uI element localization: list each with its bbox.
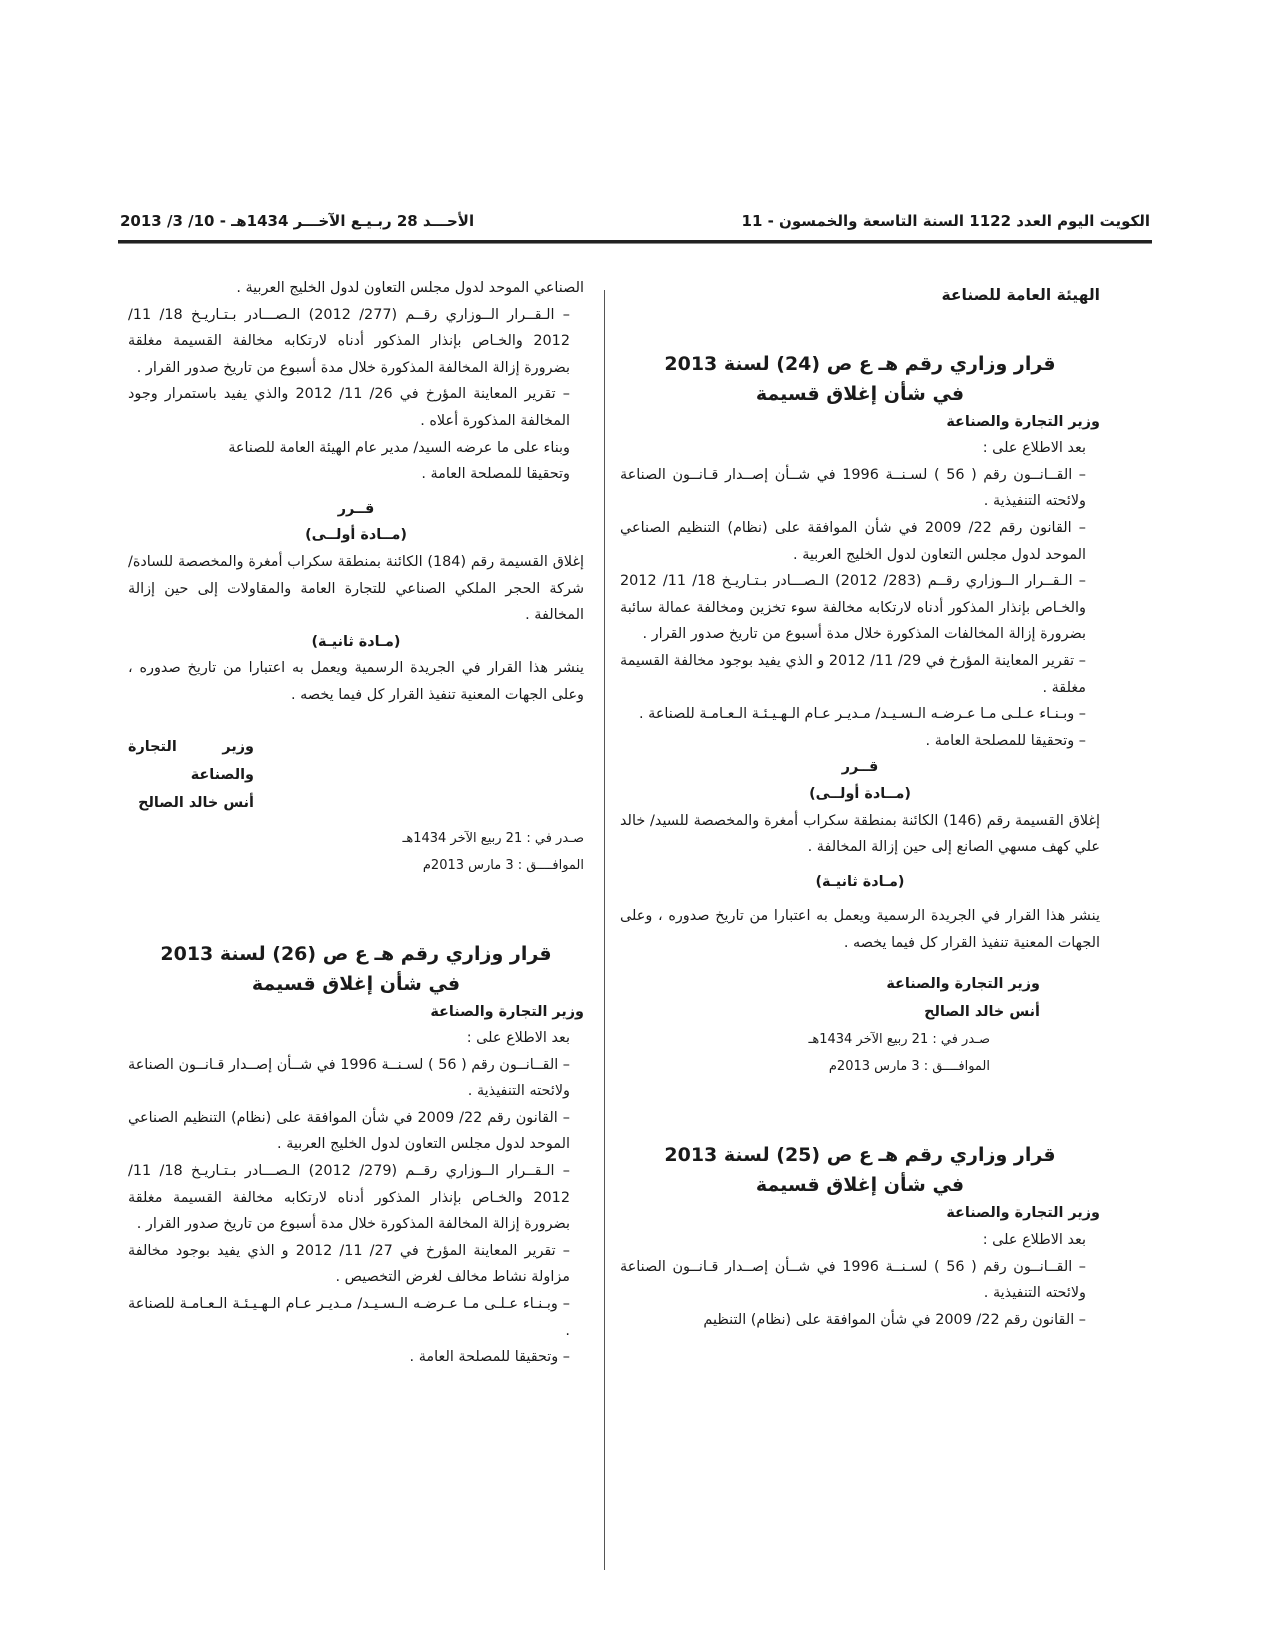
decree-24-issued-date: صـدر في : 21 ربيع الآخر 1434هـ (808, 1032, 990, 1048)
decree-25-continued-line: الصناعي الموحد لدول مجلس التعاون لدول الخليج العربية . (236, 280, 584, 296)
decree-26-item-4: – تقرير المعاينة المؤرخ في 27/ 11/ 2012 و الذي يفيد بوجود مخالفة مزاولة نشاط مخالف لغرض التخصيص . (128, 1242, 570, 1286)
header-date: الأحـــد 28 ربـيـع الآخـــر 1434هـ - 10/ 3/ 2013 (120, 212, 475, 230)
column-divider (604, 290, 605, 1570)
decree-25-subtitle: في شأن إغلاق قسيمة (755, 1174, 965, 1197)
decree-24-item-6: – وتحقيقا للمصلحة العامة . (925, 732, 1086, 749)
decree-26-item-3: – الـقــرار الــوزاري رقــم (279/ 2012) الـصـــادر بـتـاريـخ 18/ 11/ 2012 والخـاص بإنذار المذكور أدناه لارتكابه مخالفة القسيمة مغلقة بضرورة إزالة المخالفة المذكورة خلال مدة أسبوع من تاريخ صدور القرار . (128, 1163, 570, 1233)
decree-26-after-review: بعد الاطلاع على : (466, 1030, 570, 1047)
decree-25-item-5: وبناء على ما عرضه السيد/ مدير عام الهيئة العامة للصناعة (228, 439, 570, 456)
decree-26-title: قرار وزاري رقم هـ ع ص (26) لسنة 2013 (160, 942, 552, 965)
decree-26-item-6: – وتحقيقا للمصلحة العامة . (409, 1349, 570, 1366)
decree-26-subtitle: في شأن إغلاق قسيمة (251, 972, 461, 995)
decree-25-article-2-heading: (مـادة ثانيـة) (311, 633, 401, 650)
decree-24-article-1-heading: (مــادة أولــى) (809, 785, 911, 802)
decree-24-minister: وزير التجارة والصناعة (946, 413, 1100, 430)
decree-25-minister: وزير التجارة والصناعة (946, 1205, 1100, 1222)
decree-24-article-2-text: ينشر هذا القرار في الجريدة الرسمية ويعمل به اعتبارا من تاريخ صدوره ، وعلى الجهات المعنية تنفيذ القرار كل فيما يخصه . (620, 908, 1100, 951)
decree-24-item-4: – تقرير المعاينة المؤرخ في 29/ 11/ 2012 و الذي يفيد بوجود مخالفة القسيمة مغلقة . (620, 652, 1086, 696)
decree-25-item-6: وتحقيقا للمصلحة العامة . (421, 466, 570, 483)
decree-24-after-review: بعد الاطلاع على : (982, 440, 1086, 457)
decree-25-item-1: – القــانــون رقم ( 56 ) لسـنــة 1996 في شــأن إصــدار قـانــون الصناعة ولائحته التنفيذية . (620, 1258, 1086, 1302)
decree-25-title: قرار وزاري رقم هـ ع ص (25) لسنة 2013 (664, 1144, 1056, 1167)
decree-25-article-1-heading: (مــادة أولــى) (305, 527, 407, 544)
decree-24-item-5: – وبـنـاء عـلـى مـا عـرضـه الـسـيـد/ مـديـر عـام الـهـيـئـة الـعـامـة للصناعة . (638, 706, 1086, 723)
decree-24-article-1-text: إغلاق القسيمة رقم (146) الكائنة بمنطقة سكراب أمغرة والمخصصة للسيد/ خالد علي كهف مسهي الصانع إلى حين إزالة المخالفة . (620, 812, 1100, 856)
decree-26-minister: وزير التجارة والصناعة (430, 1003, 584, 1020)
decree-24-title: قرار وزاري رقم هـ ع ص (24) لسنة 2013 (664, 352, 1056, 375)
decree-25-corresponding-date: الموافــــق : 3 مارس 2013م (422, 857, 584, 873)
decree-24-item-3: – الـقــرار الــوزاري رقــم (283/ 2012) الـصـــادر بـتـاريـخ 18/ 11/ 2012 والخـاص بإنذار المذكور أدناه لارتكابه مخالفة سوء تخزين ومخالفة عمالة سائبة بضرورة إزالة المخالفات المذكورة خلال مدة أسبوع من تاريخ صدور القرار . (620, 573, 1086, 643)
decree-24-decides: قــرر (841, 759, 879, 776)
header-issue-info: الكويت اليوم العدد 1122 السنة التاسعة والخمسون - 11 (741, 212, 1150, 230)
decree-25-issued-date: صـدر في : 21 ربيع الآخر 1434هـ (402, 830, 584, 846)
authority-heading: الهيئة العامة للصناعة (941, 286, 1100, 304)
decree-24-item-1: – القــانــون رقم ( 56 ) لسـنــة 1996 في شــأن إصــدار قـانــون الصناعة ولائحته التنفيذية . (620, 466, 1086, 510)
decree-24-article-2-heading: (مـادة ثانيـة) (815, 873, 905, 890)
page-header (120, 208, 1150, 238)
decree-24-item-2: – القانون رقم 22/ 2009 في شأن الموافقة على (نظام) التنظيم الصناعي الموحد لدول مجلس التعاون لدول الخليج العربية . (620, 519, 1086, 563)
decree-25-article-1-text: إغلاق القسيمة رقم (184) الكائنة بمنطقة سكراب أمغرة والمخصصة للسادة/ شركة الحجر الملكي الصناعي للتجارة العامة والمقاولات إلى حين إزالة المخالفة . (128, 553, 584, 624)
decree-25-signature-title: وزير التجارة والصناعة (128, 738, 254, 783)
left-column (128, 275, 584, 1575)
decree-26-item-5: – وبـنـاء عـلـى مـا عـرضـه الـسـيـد/ مـديـر عـام الـهـيـئـة الـعـامـة للصناعة . (128, 1296, 570, 1339)
decree-25-item-4: – تقرير المعاينة المؤرخ في 26/ 11/ 2012 والذي يفيد باستمرار وجود المخالفة المذكورة أعلاه . (128, 386, 570, 429)
decree-25-signature-name: أنس خالد الصالح (138, 794, 254, 811)
decree-25-decides: قــرر (337, 500, 375, 517)
decree-25-article-2-text: ينشر هذا القرار في الجريدة الرسمية ويعمل به اعتبارا من تاريخ صدوره ، وعلى الجهات المعنية تنفيذ القرار كل فيما يخصه . (128, 660, 584, 703)
header-rule (118, 240, 1152, 244)
decree-25-after-review: بعد الاطلاع على : (982, 1232, 1086, 1249)
decree-26-item-1: – القــانــون رقم ( 56 ) لسـنــة 1996 في شــأن إصــدار قـانــون الصناعة ولائحته التنفيذية . (128, 1056, 570, 1100)
right-column (620, 282, 1100, 1582)
decree-24-signature-name: أنس خالد الصالح (924, 1004, 1040, 1021)
decree-25-item-3: – الـقــرار الــوزاري رقــم (277/ 2012) الـصـــادر بـتـاريـخ 18/ 11/ 2012 والخـاص بإنذار المذكور أدناه لارتكابه مخالفة القسيمة مغلقة بضرورة إزالة المخالفة المذكورة خلال مدة أسبوع من تاريخ صدور القرار . (128, 306, 570, 376)
decree-24-subtitle: في شأن إغلاق قسيمة (755, 382, 965, 405)
decree-26-item-2: – القانون رقم 22/ 2009 في شأن الموافقة على (نظام) التنظيم الصناعي الموحد لدول مجلس التعاون لدول الخليج العربية . (128, 1109, 570, 1153)
decree-24-corresponding-date: الموافــــق : 3 مارس 2013م (828, 1059, 990, 1075)
decree-25-item-2: – القانون رقم 22/ 2009 في شأن الموافقة على (نظام) التنظيم (703, 1311, 1086, 1328)
decree-24-signature-title: وزير التجارة والصناعة (886, 976, 1040, 993)
